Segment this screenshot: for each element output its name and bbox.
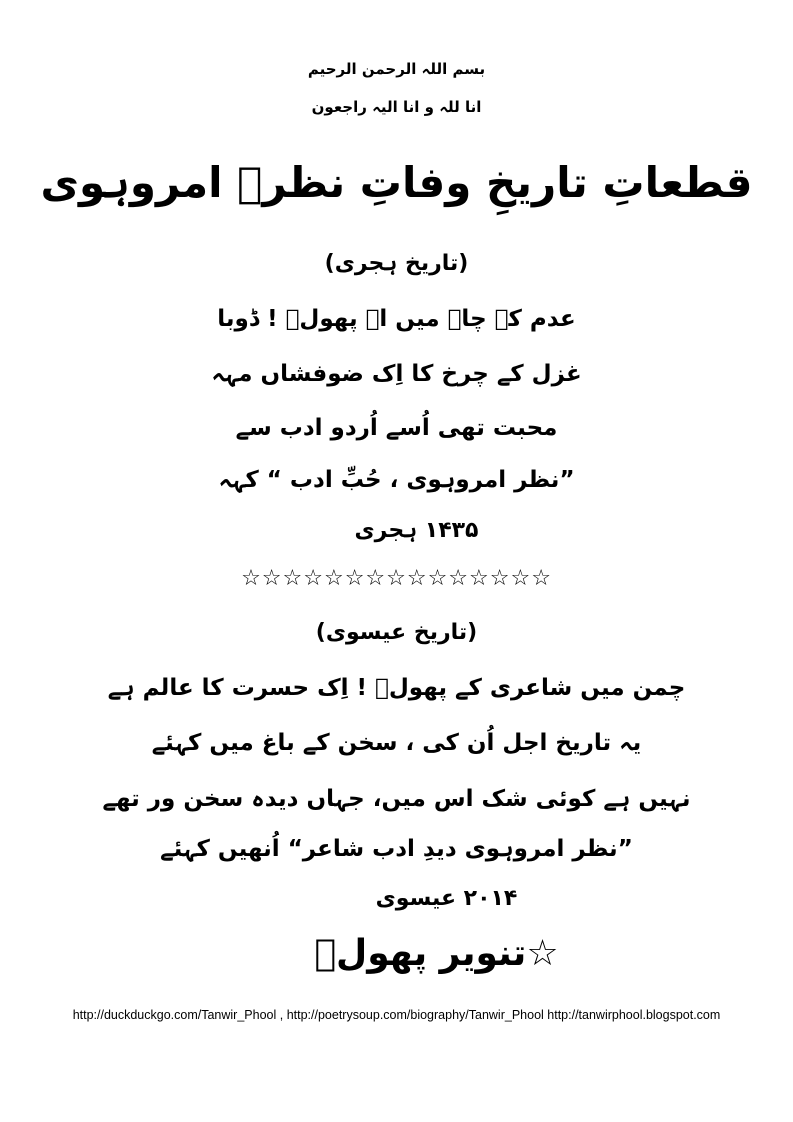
isawi-verse-2: یہ تاریخ اجل اُن کی ، سخن کے باغ میں کہئے xyxy=(151,730,642,756)
isawi-verse-1: چمن میں شاعری کے پھولؔ ! اِک حسرت کا عالم ہے xyxy=(107,675,686,701)
isawi-heading: (تاریخ عیسوی) xyxy=(315,620,478,645)
link-separator: , xyxy=(276,1008,287,1022)
isawi-year: ۲۰۱۴ عیسوی xyxy=(375,886,518,911)
inna-lillah-line: انا للہ و انا الیہ راجعون xyxy=(311,98,482,116)
bismillah-line: بسم اللہ الرحمن الرحیم xyxy=(307,60,486,78)
link-poetrysoup[interactable]: http://poetrysoup.com/biography/Tanwir_Phool xyxy=(286,1008,544,1022)
hijri-verse-2: غزل کے چرخ کا اِک ضوفشاں مہہ xyxy=(211,361,582,387)
footer-links xyxy=(0,1008,793,1022)
hijri-verse-4: ”نظر امروہوی ، حُبِّ ادب “ کہہ xyxy=(218,467,575,493)
star-divider: ☆☆☆☆☆☆☆☆☆☆☆☆☆☆☆ xyxy=(241,566,552,591)
hijri-verse-1: عدم کے چاہ میں اے پھولؔ ! ڈوبا xyxy=(217,306,576,332)
hijri-verse-3: محبت تھی اُسے اُردو ادب سے xyxy=(235,415,558,441)
author-signature: ☆تنویر پھولؔ xyxy=(314,933,559,974)
link-duckduckgo[interactable]: http://duckduckgo.com/Tanwir_Phool xyxy=(72,1008,277,1022)
hijri-heading: (تاریخ ہجری) xyxy=(324,251,469,276)
link-blogspot[interactable]: http://tanwirphool.blogspot.com xyxy=(547,1008,721,1022)
isawi-verse-3: نہیں ہے کوئی شک اس میں، جہاں دیدہ سخن ور تھے xyxy=(102,786,691,812)
page-title: قطعاتِ تاریخِ وفاتِ نظرؔ امروہوی xyxy=(40,158,753,207)
isawi-verse-4: ”نظر امروہوی دیدِ ادب شاعر“ اُنھیں کہئے xyxy=(160,836,633,862)
hijri-year: ۱۴۳۵ ہجری xyxy=(354,518,479,543)
